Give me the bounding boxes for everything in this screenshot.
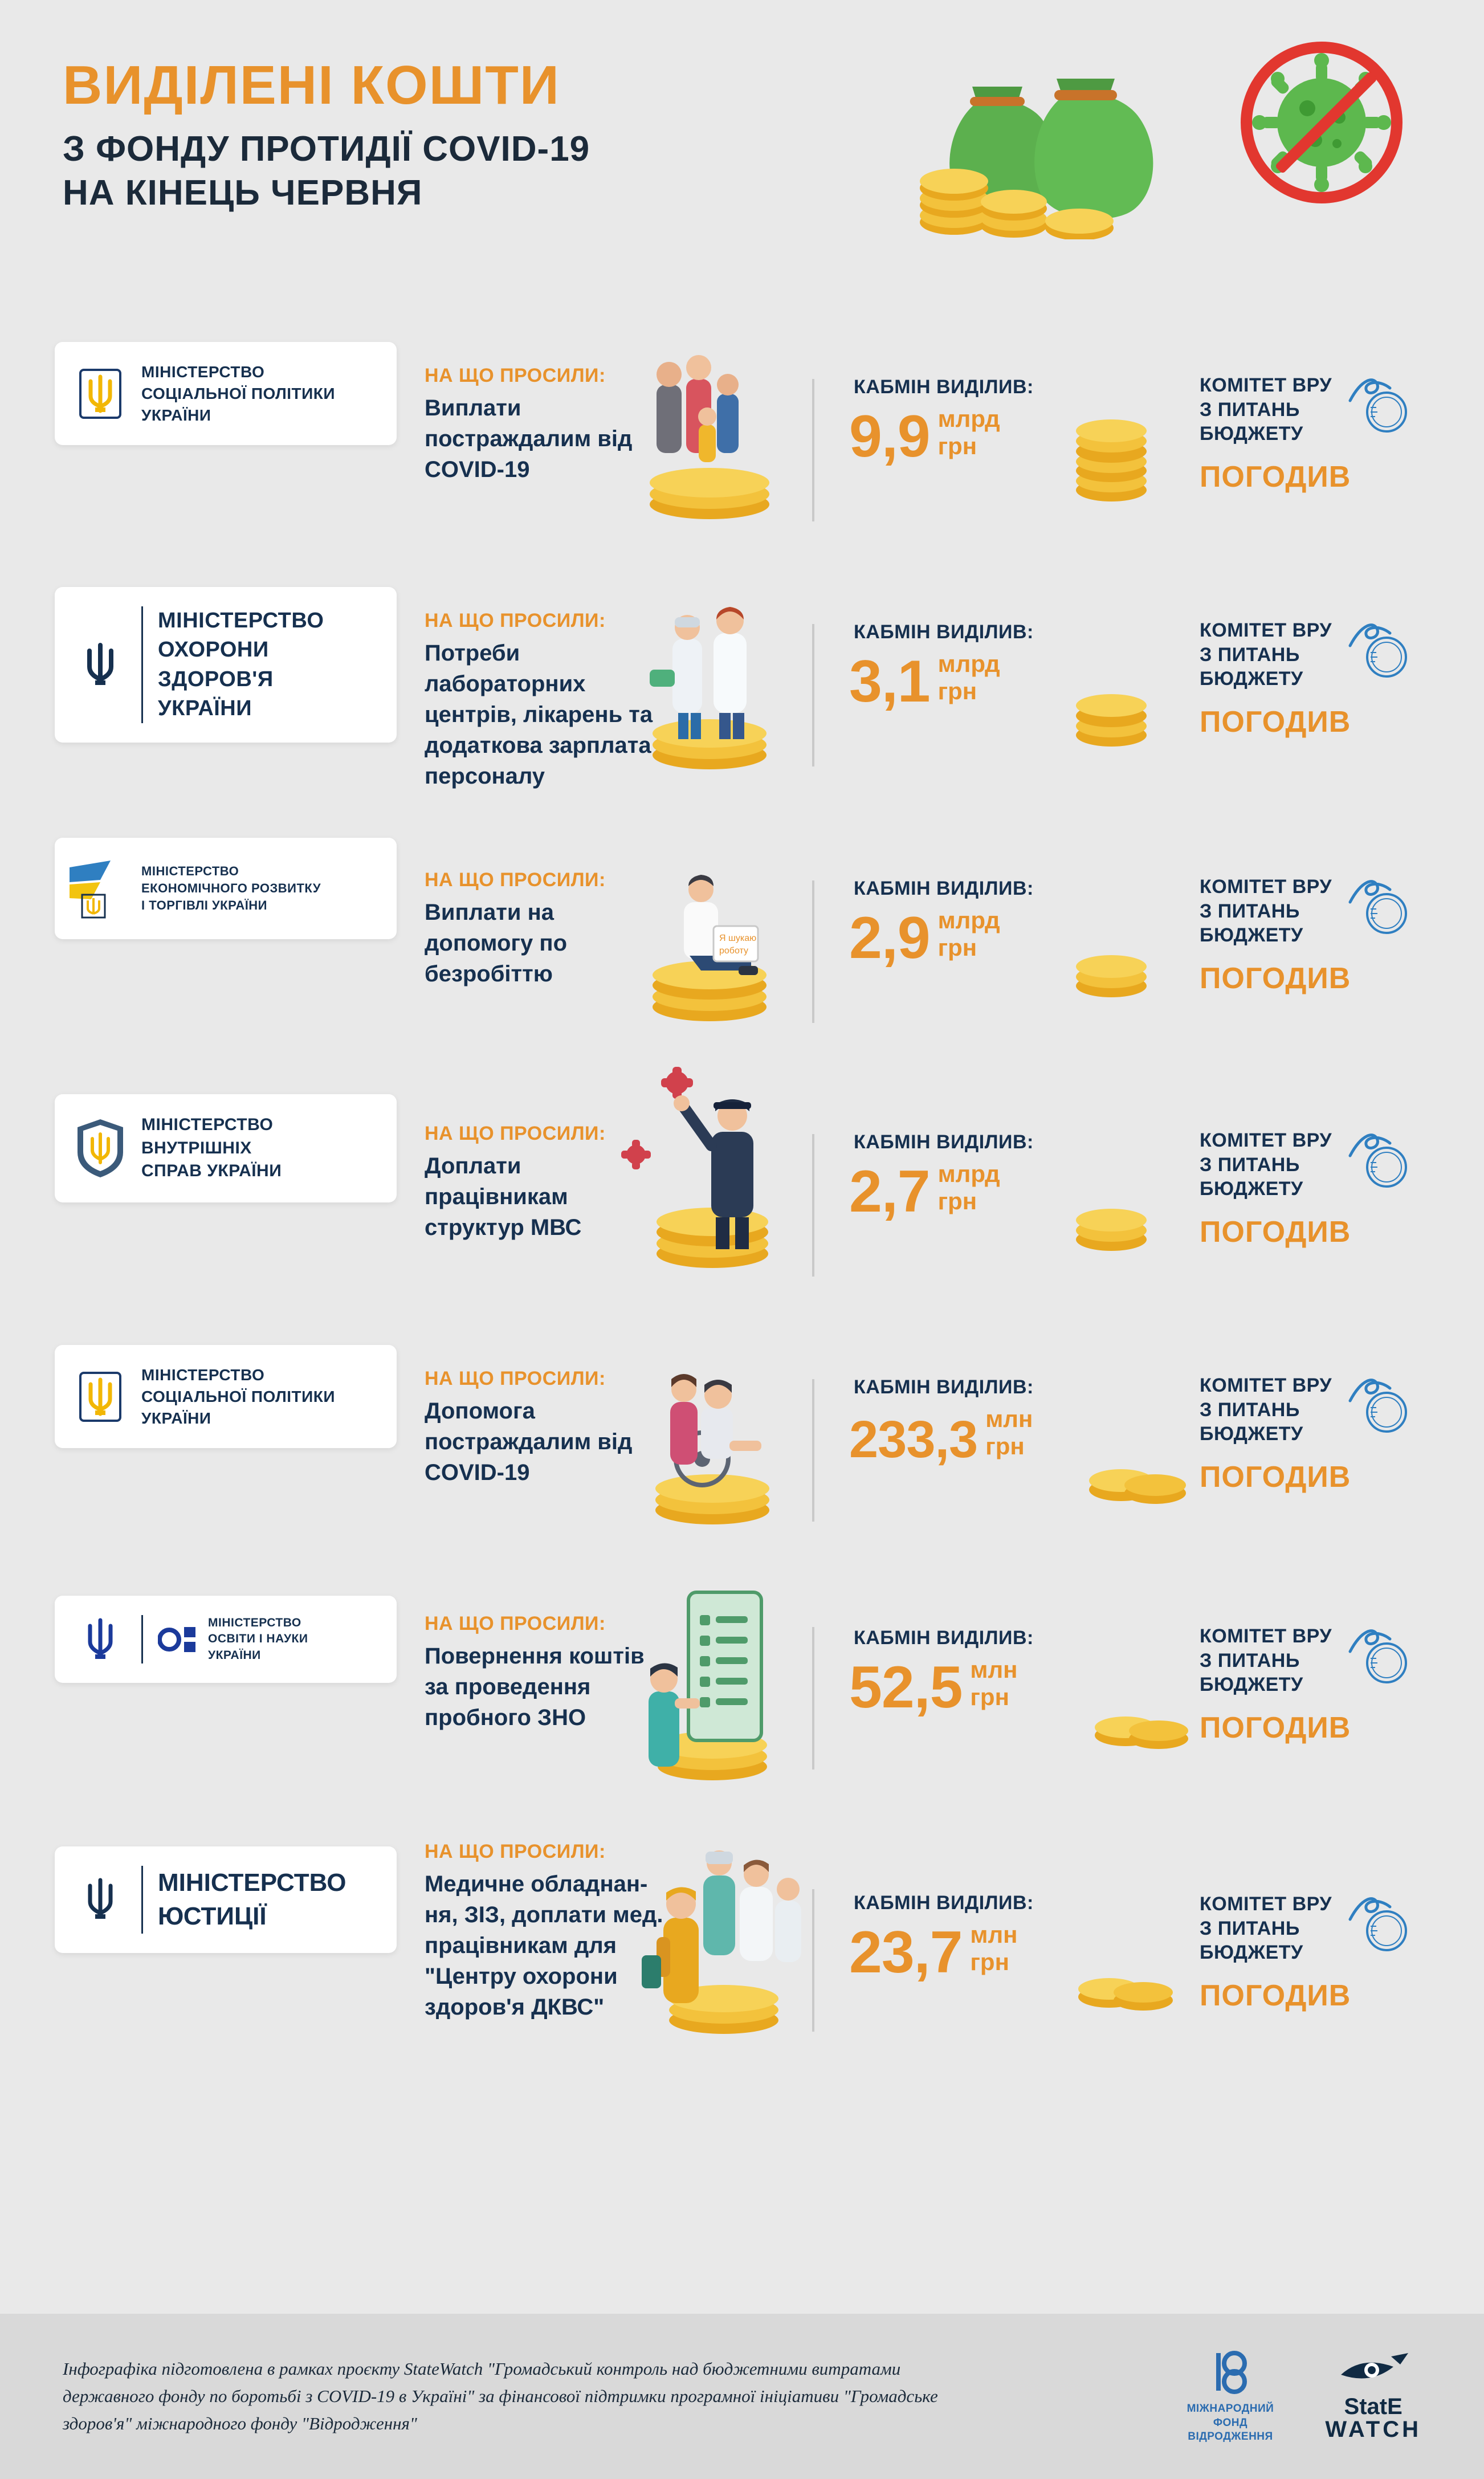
coin-stack-icon bbox=[1086, 1690, 1194, 1781]
table-row bbox=[0, 1824, 1484, 2074]
ministry-card bbox=[55, 342, 397, 445]
coin-stack-icon bbox=[1057, 672, 1165, 764]
stamp-icon bbox=[1342, 1368, 1416, 1442]
stamp-icon bbox=[1342, 1618, 1416, 1693]
ministry-name: МІНІСТЕРСТВО ЮСТИЦІЇ bbox=[158, 1869, 346, 1931]
committee-label: КОМІТЕТ ВРУ З ПИТАНЬ БЮДЖЕТУ bbox=[1200, 619, 1332, 690]
allocation-label: КАБМІН ВИДІЛИВ: bbox=[854, 376, 1034, 398]
allocation-unit: млрд грн bbox=[937, 405, 1000, 460]
status-badge: ПОГОДИВ bbox=[1200, 961, 1351, 995]
statewatch-label: StatE WATCH bbox=[1325, 2394, 1421, 2442]
allocation-label: КАБМІН ВИДІЛИВ: bbox=[854, 878, 1034, 899]
allocation-unit: млн грн bbox=[985, 1405, 1033, 1460]
renaissance-foundation-label: МІЖНАРОДНИЙ ФОНД ВІДРОДЖЕННЯ bbox=[1187, 2402, 1274, 2443]
allocation-unit: млрд грн bbox=[937, 650, 1000, 705]
committee-block bbox=[1200, 373, 1439, 494]
committee-label: КОМІТЕТ ВРУ З ПИТАНЬ БЮДЖЕТУ bbox=[1200, 876, 1332, 946]
ask-label: НА ЩО ПРОСИЛИ: bbox=[425, 869, 606, 891]
allocation-unit: млрд грн bbox=[937, 1160, 1000, 1215]
ministry-card bbox=[55, 838, 397, 939]
education-logo-icon bbox=[158, 1615, 308, 1663]
ask-label: НА ЩО ПРОСИЛИ: bbox=[425, 365, 606, 386]
allocation-unit: млн грн bbox=[970, 1656, 1018, 1711]
coin-stack-icon bbox=[1057, 405, 1165, 496]
status-badge: ПОГОДИВ bbox=[1200, 1979, 1351, 2012]
ministry-name: МІНІСТЕРСТВО ВНУТРІШНІХ СПРАВ УКРАЇНИ bbox=[141, 1115, 282, 1180]
allocation-label: КАБМІН ВИДІЛИВ: bbox=[854, 1892, 1034, 1914]
test-icon bbox=[615, 1579, 821, 1795]
card-divider bbox=[141, 1615, 143, 1663]
economy-logo-icon bbox=[74, 857, 127, 920]
status-badge: ПОГОДИВ bbox=[1200, 1711, 1351, 1744]
mvs-emblem-icon bbox=[74, 1117, 127, 1180]
table-row bbox=[0, 570, 1484, 821]
ask-text: Доплати працівникам структур МВС bbox=[425, 1153, 582, 1240]
trident-emblem-icon bbox=[74, 1369, 127, 1424]
footer-logos bbox=[1187, 2348, 1421, 2444]
page-subtitle-line1: З ФОНДУ ПРОТИДІЇ COVID-19 bbox=[63, 129, 590, 169]
ask-label: НА ЩО ПРОСИЛИ: bbox=[425, 1613, 606, 1634]
ministry-name: МІНІСТЕРСТВО СОЦІАЛЬНОЇ ПОЛІТИКИ УКРАЇНИ bbox=[141, 363, 335, 424]
allocation-value: 2,9 bbox=[849, 904, 930, 971]
coin-stack-icon bbox=[1057, 1183, 1165, 1274]
ask-label: НА ЩО ПРОСИЛИ: bbox=[425, 1841, 606, 1862]
allocation-label: КАБМІН ВИДІЛИВ: bbox=[854, 1376, 1034, 1398]
ministry-name: МІНІСТЕРСТВО ОСВІТИ І НАУКИ УКРАЇНИ bbox=[208, 1616, 308, 1662]
trident-emblem-icon bbox=[74, 1875, 127, 1923]
committee-label: КОМІТЕТ ВРУ З ПИТАНЬ БЮДЖЕТУ bbox=[1200, 1375, 1332, 1445]
stamp-icon bbox=[1342, 613, 1416, 687]
ministry-card bbox=[55, 1846, 397, 1953]
coin-stack-icon bbox=[1057, 929, 1165, 1020]
ask-text: Виплати постраждалим від COVID-19 bbox=[425, 396, 633, 482]
allocation-value: 2,7 bbox=[849, 1158, 930, 1225]
ask-text: Медичне обладнан-ня, ЗІЗ, доплати мед. працівникам для "Центру охорони здоров'я ДКВС" bbox=[425, 1872, 663, 2020]
committee-block bbox=[1200, 875, 1439, 996]
allocation-label: КАБМІН ВИДІЛИВ: bbox=[854, 1131, 1034, 1153]
divider bbox=[812, 379, 814, 521]
stamp-icon bbox=[1342, 1123, 1416, 1197]
allocation-value: 52,5 bbox=[849, 1654, 963, 1720]
svg-text:Я шукаю: Я шукаю bbox=[719, 933, 757, 943]
page-title: ВИДІЛЕНІ КОШТИ bbox=[63, 55, 560, 116]
stamp-icon bbox=[1342, 368, 1416, 442]
ministry-name: МІНІСТЕРСТВО СОЦІАЛЬНОЇ ПОЛІТИКИ УКРАЇНИ bbox=[141, 1366, 335, 1427]
header-illustration bbox=[891, 34, 1404, 262]
trident-emblem-icon bbox=[74, 1616, 127, 1663]
footer bbox=[0, 2314, 1484, 2479]
committee-block bbox=[1200, 618, 1439, 739]
disinfection-icon bbox=[604, 1832, 843, 2049]
ministry-card bbox=[55, 1596, 397, 1683]
divider bbox=[812, 880, 814, 1023]
allocation-value: 3,1 bbox=[849, 648, 930, 715]
allocation-unit: млн грн bbox=[970, 1921, 1018, 1976]
stamp-icon bbox=[1342, 1886, 1416, 1960]
ask-text: Допомога постраждалим від COVID-19 bbox=[425, 1398, 633, 1485]
wheelchair-icon bbox=[615, 1339, 821, 1556]
allocation-value: 23,7 bbox=[849, 1919, 963, 1985]
allocation-value: 233,3 bbox=[849, 1410, 978, 1469]
coin-stack-icon bbox=[1080, 1442, 1188, 1533]
money-bags-icon bbox=[891, 34, 1245, 239]
svg-text:роботу: роботу bbox=[719, 946, 749, 956]
allocation-label: КАБМІН ВИДІЛИВ: bbox=[854, 1627, 1034, 1649]
committee-label: КОМІТЕТ ВРУ З ПИТАНЬ БЮДЖЕТУ bbox=[1200, 1893, 1332, 1963]
renaissance-foundation-logo bbox=[1187, 2348, 1274, 2444]
table-row bbox=[0, 821, 1484, 1071]
committee-label: КОМІТЕТ ВРУ З ПИТАНЬ БЮДЖЕТУ bbox=[1200, 374, 1332, 445]
allocation-unit: млрд грн bbox=[937, 907, 1000, 961]
card-divider bbox=[141, 606, 143, 723]
ask-label: НА ЩО ПРОСИЛИ: bbox=[425, 1123, 606, 1144]
committee-block bbox=[1200, 1128, 1439, 1249]
allocation-value: 9,9 bbox=[849, 403, 930, 470]
header bbox=[0, 0, 1484, 319]
committee-block bbox=[1200, 1892, 1439, 2013]
ask-text: Виплати на допомогу по безробіттю bbox=[425, 900, 567, 986]
ministry-name: МІНІСТЕРСТВО ЕКОНОМІЧНОГО РОЗВИТКУ І ТОРГІВЛІ УКРАЇНИ bbox=[141, 864, 321, 912]
divider bbox=[812, 1627, 814, 1769]
status-badge: ПОГОДИВ bbox=[1200, 705, 1351, 739]
table-row bbox=[0, 1573, 1484, 1824]
police-icon bbox=[615, 1066, 821, 1282]
footer-text: Інфографіка підготовлена в рамках проєкту StateWatch "Громадський контроль над бюджетними витратами державного фонду по боротьбі з COVID-19 в Україні" за фінансової підтримки програмної ініціативи "Громадське здоров'я" міжнародного фонду "Відродження" bbox=[63, 2358, 938, 2434]
virus-prohibited-icon bbox=[1239, 40, 1404, 205]
ask-label: НА ЩО ПРОСИЛИ: bbox=[425, 610, 606, 631]
divider bbox=[812, 624, 814, 766]
ministry-name: МІНІСТЕРСТВО ОХОРОНИ ЗДОРОВ'Я УКРАЇНИ bbox=[158, 609, 324, 720]
ask-text: Повернення коштів за проведення пробного ЗНО bbox=[425, 1644, 645, 1730]
status-badge: ПОГОДИВ bbox=[1200, 460, 1351, 494]
status-badge: ПОГОДИВ bbox=[1200, 1460, 1351, 1494]
divider bbox=[812, 1379, 814, 1522]
ministry-card bbox=[55, 1094, 397, 1202]
committee-label: КОМІТЕТ ВРУ З ПИТАНЬ БЮДЖЕТУ bbox=[1200, 1130, 1332, 1200]
committee-label: КОМІТЕТ ВРУ З ПИТАНЬ БЮДЖЕТУ bbox=[1200, 1625, 1332, 1695]
committee-block bbox=[1200, 1624, 1439, 1745]
jobseeker-icon bbox=[615, 846, 821, 1063]
statewatch-logo bbox=[1325, 2352, 1421, 2441]
ministry-rows bbox=[0, 319, 1484, 2097]
table-row bbox=[0, 1071, 1484, 1322]
ministry-card bbox=[55, 587, 397, 743]
trident-emblem-icon bbox=[74, 641, 127, 690]
divider bbox=[812, 1889, 814, 2032]
status-badge: ПОГОДИВ bbox=[1200, 1215, 1351, 1249]
doctors-icon bbox=[615, 584, 821, 801]
ask-label: НА ЩО ПРОСИЛИ: bbox=[425, 1368, 606, 1389]
divider bbox=[812, 1134, 814, 1277]
coin-stack-icon bbox=[1071, 1955, 1180, 2046]
stamp-icon bbox=[1342, 869, 1416, 943]
ask-text: Потреби лабораторних центрів, лікарень та додаткова зарплата персоналу bbox=[425, 641, 653, 789]
ministry-card bbox=[55, 1345, 397, 1448]
table-row bbox=[0, 1322, 1484, 1573]
committee-block bbox=[1200, 1373, 1439, 1494]
family-icon bbox=[615, 339, 821, 556]
trident-emblem-icon bbox=[74, 366, 127, 421]
allocation-label: КАБМІН ВИДІЛИВ: bbox=[854, 621, 1034, 643]
table-row bbox=[0, 319, 1484, 570]
page-subtitle-line2: НА КІНЕЦЬ ЧЕРВНЯ bbox=[63, 173, 423, 213]
card-divider bbox=[141, 1866, 143, 1934]
